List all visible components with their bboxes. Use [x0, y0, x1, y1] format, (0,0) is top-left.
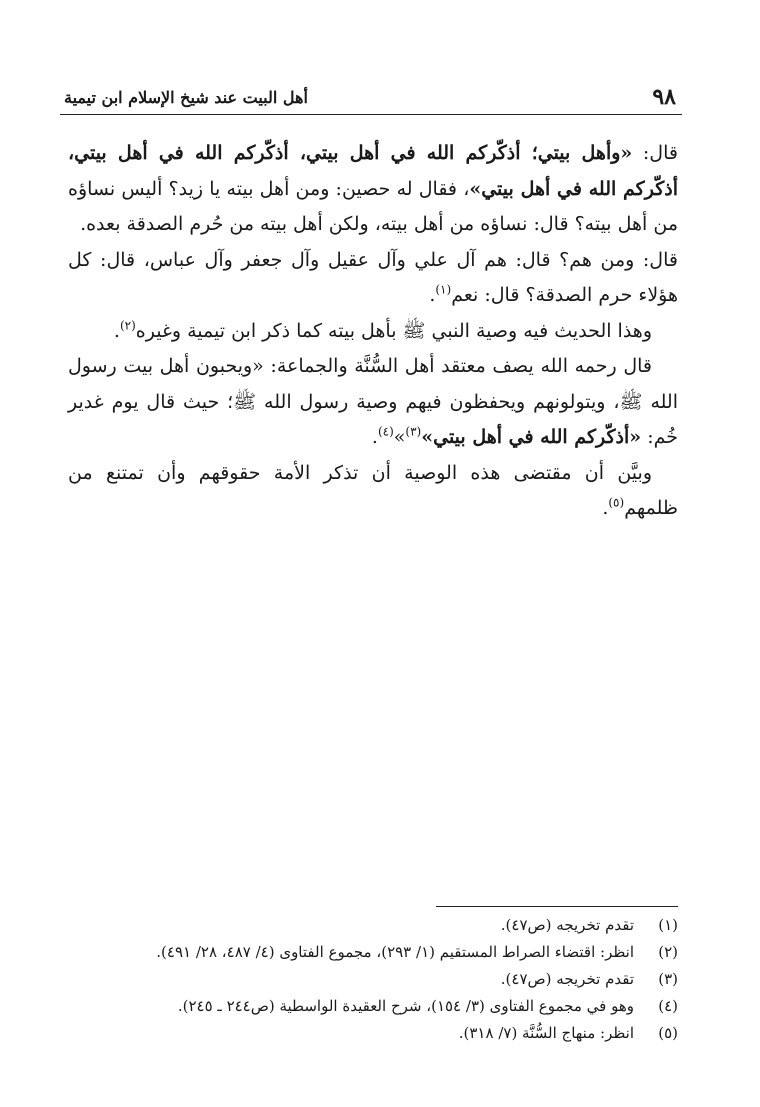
footnote-ref-4[interactable]: (٤) [377, 424, 394, 439]
paragraph-5-end: . [602, 497, 609, 519]
paragraph-5 [68, 456, 678, 527]
paragraph-3-text: وهذا الحديث فيه وصية النبي ﷺ بأهل بيته كما ذكر ابن تيمية وغيره [135, 319, 652, 342]
footnote-3 [100, 966, 678, 993]
paragraph-1-rest: ، فقال له حصين: ومن أهل بيته يا زيد؟ أليس نساؤه من أهل بيته؟ قال: نساؤه من أهل بيته، ولكن أهل بيته من حُرم الصدقة بعده. [68, 177, 678, 235]
page-header [60, 80, 682, 115]
paragraph-4-text: قال رحمه الله يصف معتقد أهل السُّنَّة والجماعة: «ويحبون أهل بيت رسول الله ﷺ، ويتولونهم ويحفظون فيهم وصية رسول الله ﷺ؛ حيث قال يوم غدير خُم: [68, 355, 678, 448]
footnote-ref-3[interactable]: (٣) [405, 424, 422, 439]
footnote-text: تقدم تخريجه (ص٤٧). [500, 916, 634, 934]
footnote-divider [436, 906, 678, 907]
footnote-ref-2[interactable]: (٢) [119, 318, 136, 333]
hadith-quote: «وأهل بيتي؛ أذكّركم الله في أهل بيتي، أذكّركم الله في أهل بيتي، أذكّركم الله في أهل بيتي» [68, 142, 678, 200]
footnote-5 [100, 1020, 678, 1047]
footnotes [100, 912, 678, 1047]
ghadir-quote: «أذكّركم الله في أهل بيتي» [421, 426, 642, 448]
footnote-1 [100, 912, 678, 939]
footnote-number: (١) [658, 916, 678, 934]
paragraph-5-text: وبيَّن أن مقتضى هذه الوصية أن تذكر الأمة حقوقهم وأن تمتنع من ظلمهم [68, 461, 678, 519]
paragraph-4 [68, 349, 678, 456]
footnote-2 [100, 939, 678, 966]
paragraph-2-end: . [429, 284, 436, 306]
paragraph-1 [68, 136, 678, 243]
running-title: أهل البيت عند شيخ الإسلام ابن تيمية [64, 88, 308, 107]
footnote-text: انظر: اقتضاء الصراط المستقيم (١/ ٢٩٣)، مجموع الفتاوى (٤/ ٤٨٧، ٢٨/ ٤٩١). [156, 943, 634, 961]
footnote-number: (٤) [658, 997, 678, 1015]
footnote-text: تقدم تخريجه (ص٤٧). [500, 970, 634, 988]
paragraph-3 [68, 314, 678, 350]
footnote-4 [100, 993, 678, 1020]
footnote-text: انظر: منهاج السُّنَّة (٧/ ٣١٨). [458, 1024, 634, 1042]
footnote-ref-5[interactable]: (٥) [608, 495, 625, 510]
paragraph-3-end: . [113, 319, 120, 342]
paragraph-2 [68, 243, 678, 314]
footnote-text: وهو في مجموع الفتاوى (٣/ ١٥٤)، شرح العقيدة الواسطية (ص٢٤٤ ـ ٢٤٥). [177, 997, 634, 1015]
footnote-ref-1[interactable]: (١) [435, 282, 452, 297]
footnote-number: (٣) [658, 970, 678, 988]
paragraph-1-lead: قال: [632, 142, 678, 164]
body-text [68, 136, 678, 527]
footnote-number: (٢) [658, 943, 678, 961]
paragraph-2-text: قال: ومن هم؟ قال: هم آل علي وآل عقيل وآل جعفر وآل عباس، قال: كل هؤلاء حرم الصدقة؟ قال: نعم [68, 248, 678, 306]
footnote-number: (٥) [658, 1024, 678, 1042]
quote-close: » [393, 426, 406, 448]
page-number: ٩٨ [652, 84, 676, 110]
paragraph-4-end: . [371, 426, 378, 448]
